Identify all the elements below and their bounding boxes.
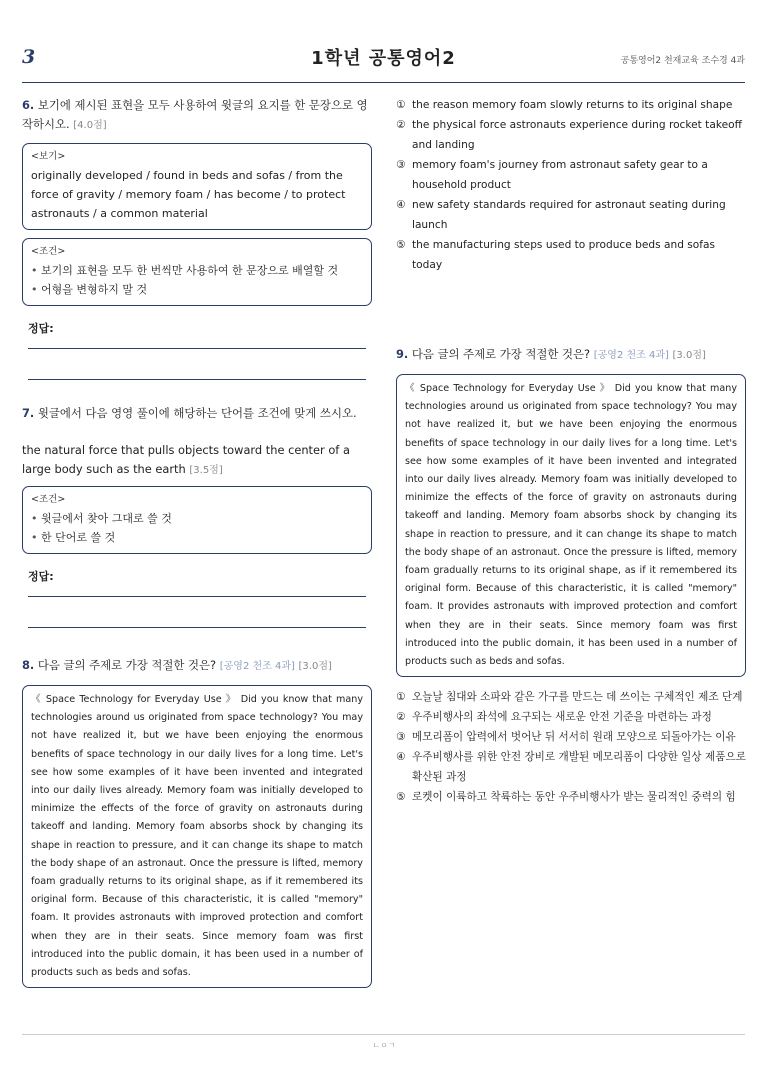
option-text: 메모리폼이 압력에서 벗어난 뒤 서서히 원래 모양으로 되돌아가는 이유 [412,731,736,744]
answer-option[interactable] [396,195,746,235]
option-mark: ⑤ [396,791,406,804]
option-mark: ③ [396,159,406,171]
question-points: [3.0점] [298,661,332,672]
condition-box-label: <조건> [31,246,66,257]
option-mark: ② [396,119,406,131]
question-number: 7. [22,406,35,420]
answer-line[interactable] [28,597,366,628]
answer-option[interactable] [396,95,746,115]
option-text: the physical force astronauts experience during rocket takeoff and landing [412,119,742,151]
passage-box: 《 Space Technology for Everyday Use 》 Did you know that many technologies around us originated from space technology? You may not have realized it, but we have been enjoying the enormous benefits of space technology in our daily lives for a long time. Let's see how some examples of it have been invented and integrated into our daily lives already. Memory foam was initially developed to minimize the effects of the force of gravity on astronauts during takeoff and landing. Memory foam absorbs shock by changing its shape in reaction to pressure, and it can change its shape to match the body shape of an astronaut. Once the pressure is lifted, memory foam gradually returns to its original shape, as if it remembered its original form. Because of this characteristic, it is called "memory" foam. It provides astronauts with improved protection and comfort when they are in their seats. Since memory foam was first introduced into the public domain, it has been used in a number of products such as beds and sofas. [22,685,372,988]
condition-item: • 윗글에서 찾아 그대로 쓸 것 [31,509,363,528]
question-text: 윗글에서 다음 영영 풀이에 해당하는 단어를 조건에 맞게 쓰시오. [37,406,357,420]
definition: the natural force that pulls objects toward the center of a large body such as the earth [22,443,350,476]
answer-option[interactable] [396,155,746,195]
option-text: 우주비행사를 위한 안전 장비로 개발된 메모리폼이 다양한 일상 제품으로 확산된 과정 [412,751,746,784]
answer-line[interactable] [28,584,366,597]
question-text: 보기에 제시된 표현을 모두 사용하여 윗글의 요지를 한 문장으로 영작하시오. [22,98,368,131]
question-6 [22,96,372,380]
question-8 [22,656,372,988]
question-number: 6. [22,98,35,112]
question-9 [396,345,746,807]
option-text: 우주비행사의 좌석에 요구되는 새로운 안전 기준을 마련하는 과정 [412,711,712,724]
example-box-label: <보기> [31,151,66,162]
option-text: memory foam's journey from astronaut safety gear to a household product [412,159,708,191]
right-column [396,96,746,807]
question-text: 다음 글의 주제로 가장 적절한 것은? [37,658,217,672]
condition-box [22,238,372,306]
answer-option[interactable] [396,235,746,275]
condition-box-label: <조건> [31,494,66,505]
question-points: [4.0점] [73,120,107,131]
option-text: new safety standards required for astronaut seating during launch [412,199,726,231]
answer-option[interactable] [396,747,746,787]
condition-item: • 한 단어로 쓸 것 [31,528,363,547]
question-7-prompt [22,404,372,423]
answer-line[interactable] [28,336,366,349]
footer-text: ㄴㅇㄱ [372,1041,396,1050]
answer-option[interactable] [396,687,746,707]
option-text: the manufacturing steps used to produce beds and sofas today [412,239,716,271]
option-mark: ③ [396,731,406,744]
option-text: 로켓이 이륙하고 착륙하는 동안 우주비행사가 받는 물리적인 중력의 힘 [412,791,736,804]
condition-item: • 보기의 표현을 모두 한 번씩만 사용하여 한 문장으로 배열할 것 [31,261,363,280]
answer-line[interactable] [28,349,366,380]
answer-option[interactable] [396,787,746,807]
left-column [22,96,372,988]
question-8-options [396,95,746,275]
answer-option[interactable] [396,707,746,727]
question-number: 8. [22,658,35,672]
question-source: [공영2 천조 4과] [219,661,295,672]
answer-label: 정답: [28,322,54,335]
option-text: the reason memory foam slowly returns to its original shape [412,99,733,111]
passage-box: 《 Space Technology for Everyday Use 》 Did you know that many technologies around us originated from space technology? You may not have realized it, but we have been enjoying the enormous benefits of space technology in our daily lives for a long time. Let's see how some examples of it have been invented and integrated into our daily lives already. Memory foam was initially developed to minimize the effects of the force of gravity on astronauts during takeoff and landing. Memory foam absorbs shock by changing its shape in reaction to pressure, and it can change its shape to match the body shape of an astronaut. Once the pressure is lifted, memory foam gradually returns to its original shape, as if it remembered its original form. Because of this characteristic, it is called "memory" foam. It provides astronauts with improved protection and comfort when they are in their seats. Since memory foam was first introduced into the public domain, it has been used in a number of products such as beds and sofas. [396,374,746,677]
option-text: 오늘날 침대와 소파와 같은 가구를 만드는 데 쓰이는 구체적인 제조 단계 [412,691,743,704]
answer-option[interactable] [396,115,746,155]
definition-text [22,441,372,480]
answer-label: 정답: [28,570,54,583]
page-title: 1학년 공통영어2 [311,48,456,69]
question-source: [공영2 천조 4과] [593,350,669,361]
answer-option[interactable] [396,727,746,747]
question-number: 9. [396,347,409,361]
page-header [22,40,745,83]
option-mark: ① [396,99,406,111]
question-7 [22,404,372,628]
option-mark: ④ [396,199,406,211]
question-points: [3.5점] [189,465,223,476]
condition-box [22,486,372,554]
question-8-prompt [22,656,372,676]
footer-divider [22,1034,745,1035]
question-9-prompt [396,345,746,365]
question-6-prompt [22,96,372,135]
example-box [22,143,372,230]
question-text: 다음 글의 주제로 가장 적절한 것은? [411,347,591,361]
page-number: 3 [22,46,36,68]
example-box-text: originally developed / found in beds and sofas / from the force of gravity / memory foam / has become / to protect astronauts / a common material [31,169,346,220]
option-mark: ① [396,691,406,704]
question-points: [3.0점] [672,350,706,361]
page-subtitle: 공통영어2 천재교육 조수경 4과 [620,56,745,66]
question-9-options [396,687,746,807]
condition-item: • 어형을 변형하지 말 것 [31,280,363,299]
option-mark: ⑤ [396,239,406,251]
option-mark: ② [396,711,406,724]
option-mark: ④ [396,751,406,764]
